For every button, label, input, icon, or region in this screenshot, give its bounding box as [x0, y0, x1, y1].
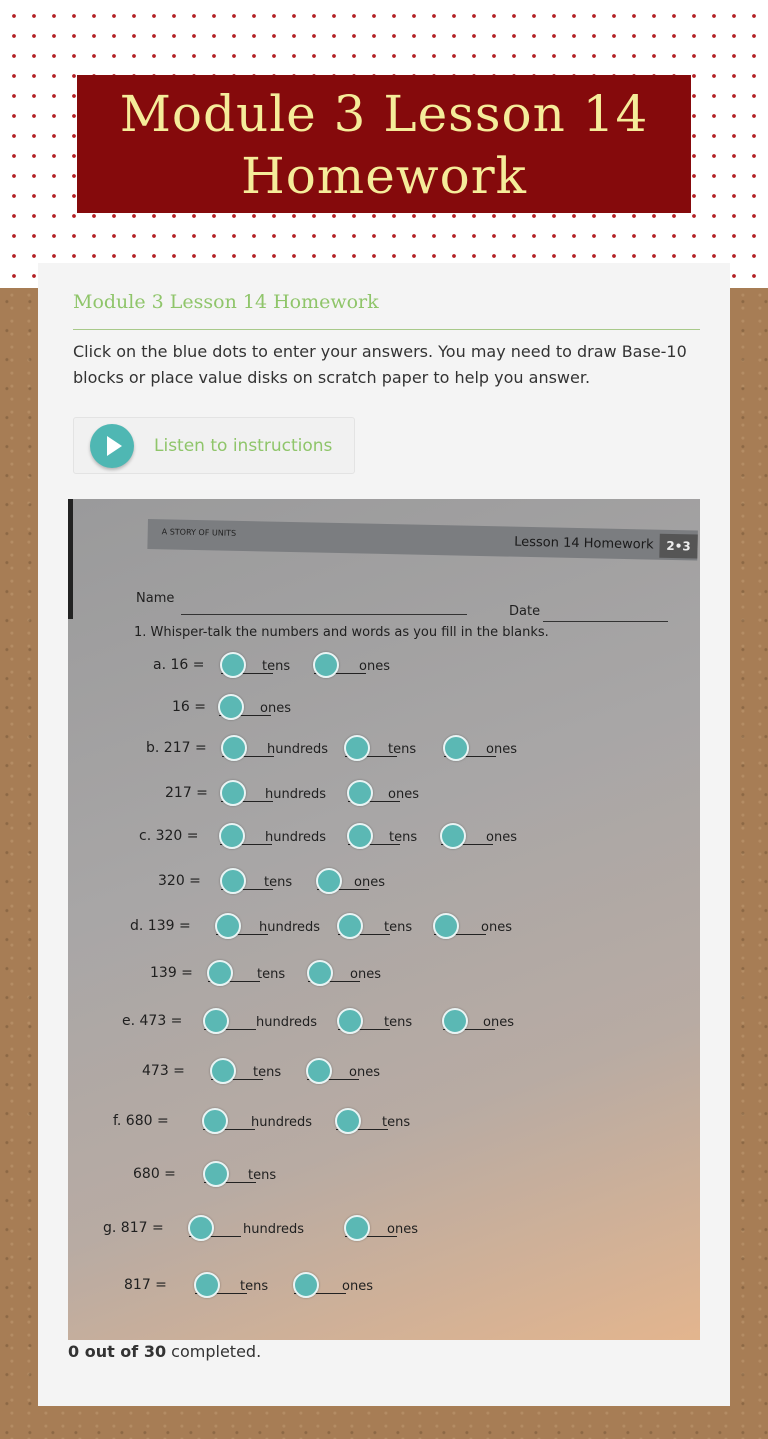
unit-label: tens [253, 1065, 282, 1080]
answer-dot[interactable] [220, 868, 246, 894]
unit-label: hundreds [243, 1222, 305, 1237]
unit-label: ones [342, 1279, 373, 1294]
answer-dot[interactable] [337, 913, 363, 939]
problem-label: f. 680 = [113, 1113, 169, 1129]
unit-label: ones [486, 830, 517, 845]
problem-label: b. 217 = [146, 740, 207, 756]
answer-dot[interactable] [335, 1108, 361, 1134]
unit-label: ones [387, 1222, 418, 1237]
name-line [181, 614, 467, 615]
answer-dot[interactable] [220, 780, 246, 806]
unit-label: tens [248, 1168, 277, 1183]
series-label: A STORY OF UNITS [161, 527, 237, 538]
unit-label: ones [354, 875, 385, 890]
grade-badge: 2•3 [659, 534, 697, 559]
unit-label: ones [486, 742, 517, 757]
unit-label: hundreds [267, 742, 329, 757]
answer-dot[interactable] [344, 1215, 370, 1241]
answer-dot[interactable] [203, 1161, 229, 1187]
unit-label: hundreds [265, 830, 327, 845]
listen-instructions-button[interactable] [73, 417, 355, 474]
answer-dot[interactable] [203, 1008, 229, 1034]
unit-label: tens [264, 875, 293, 890]
answer-dot[interactable] [219, 823, 245, 849]
instructions-text: Click on the blue dots to enter your answers. You may need to draw Base-10 blocks or place value disks on scratch paper to help you answer. [73, 342, 687, 387]
unit-label: tens [240, 1279, 269, 1294]
unit-label: tens [384, 1015, 413, 1030]
answer-dot[interactable] [220, 652, 246, 678]
answer-dot[interactable] [347, 823, 373, 849]
progress-count: 0 out of 30 [68, 1342, 167, 1361]
answer-dot[interactable] [337, 1008, 363, 1034]
unit-label: ones [349, 1065, 380, 1080]
unit-label: hundreds [265, 787, 327, 802]
unit-label: hundreds [259, 920, 321, 935]
unit-label: ones [481, 920, 512, 935]
unit-label: ones [388, 787, 419, 802]
answer-dot[interactable] [344, 735, 370, 761]
answer-dot[interactable] [293, 1272, 319, 1298]
unit-label: ones [359, 659, 390, 674]
problem-label: 217 = [165, 785, 208, 801]
unit-label: hundreds [256, 1015, 318, 1030]
answer-dot[interactable] [440, 823, 466, 849]
problem-label: 139 = [150, 965, 193, 981]
prompt-text: 1. Whisper-talk the numbers and words as you fill in the blanks. [134, 625, 549, 640]
progress-text [68, 1342, 261, 1361]
answer-dot[interactable] [207, 960, 233, 986]
date-line [543, 621, 668, 622]
title-divider [73, 329, 700, 330]
progress-suffix: completed. [166, 1342, 262, 1361]
worksheet-card [38, 263, 730, 1406]
unit-label: hundreds [251, 1115, 313, 1130]
answer-dot[interactable] [210, 1058, 236, 1084]
unit-label: ones [260, 701, 291, 716]
name-label: Name [136, 591, 175, 606]
date-label: Date [509, 604, 541, 619]
answer-dot[interactable] [218, 694, 244, 720]
answer-dot[interactable] [221, 735, 247, 761]
answer-dot[interactable] [215, 913, 241, 939]
unit-label: tens [262, 659, 291, 674]
unit-label: ones [350, 967, 381, 982]
problem-label: e. 473 = [122, 1013, 183, 1029]
answer-dot[interactable] [313, 652, 339, 678]
answer-dot[interactable] [433, 913, 459, 939]
play-icon [90, 424, 134, 468]
lesson-label: Lesson 14 Homework [514, 534, 654, 553]
worksheet-photo [68, 499, 700, 1340]
answer-dot[interactable] [443, 735, 469, 761]
problem-label: 473 = [142, 1063, 185, 1079]
listen-label: Listen to instructions [154, 436, 333, 456]
answer-dot[interactable] [306, 1058, 332, 1084]
problem-label: 817 = [124, 1277, 167, 1293]
answer-dot[interactable] [347, 780, 373, 806]
unit-label: tens [382, 1115, 411, 1130]
problem-label: c. 320 = [139, 828, 199, 844]
page-banner-title: Module 3 Lesson 14 Homework [77, 75, 691, 213]
unit-label: tens [257, 967, 286, 982]
problem-label: a. 16 = [153, 657, 205, 673]
unit-label: ones [483, 1015, 514, 1030]
worksheet-header-bar [147, 519, 698, 561]
unit-label: tens [384, 920, 413, 935]
problem-label: d. 139 = [130, 918, 191, 934]
problem-label: 680 = [133, 1166, 176, 1182]
problem-label: 16 = [172, 699, 206, 715]
answer-dot[interactable] [188, 1215, 214, 1241]
answer-dot[interactable] [316, 868, 342, 894]
photo-edge [68, 499, 73, 619]
unit-label: tens [388, 742, 417, 757]
unit-label: tens [389, 830, 418, 845]
answer-dot[interactable] [307, 960, 333, 986]
answer-dot[interactable] [442, 1008, 468, 1034]
problem-label: 320 = [158, 873, 201, 889]
worksheet-title: Module 3 Lesson 14 Homework [73, 291, 379, 313]
answer-dot[interactable] [194, 1272, 220, 1298]
problem-label: g. 817 = [103, 1220, 164, 1236]
answer-dot[interactable] [202, 1108, 228, 1134]
